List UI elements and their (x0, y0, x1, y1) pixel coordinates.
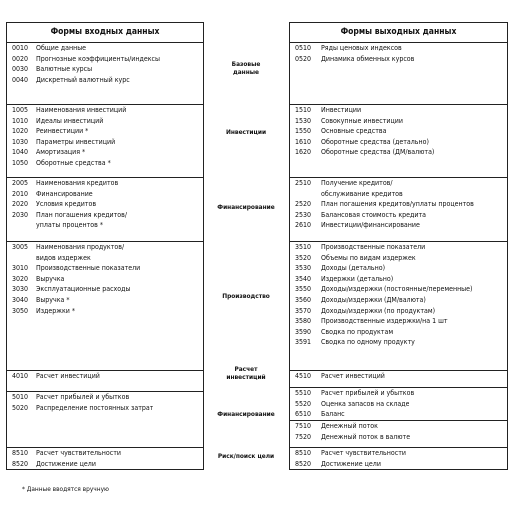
form-code: 8510 (12, 449, 29, 457)
form-row (290, 327, 507, 338)
form-row (290, 409, 507, 420)
form-code: 0510 (295, 44, 312, 52)
form-code: 1620 (295, 148, 312, 157)
form-row (290, 459, 507, 470)
form-row (290, 116, 507, 127)
form-label: Расчет прибылей и убытков (321, 389, 415, 397)
form-label: Выручка (36, 274, 65, 283)
category-label-line: Базовые (231, 60, 261, 68)
left-section (7, 43, 203, 85)
form-row (7, 126, 203, 137)
form-code: 3510 (295, 243, 312, 251)
form-code: 2520 (295, 200, 312, 209)
form-label: Прогнозные коэффициенты/индексы (36, 54, 160, 63)
form-code: 5020 (12, 403, 29, 412)
form-label: Достижение цели (321, 459, 381, 468)
category-label-line: Инвестиции (225, 128, 267, 136)
form-code: 0030 (12, 65, 29, 74)
form-code: 0010 (12, 44, 29, 52)
form-row (290, 126, 507, 137)
form-code: 7510 (295, 422, 312, 430)
form-row (290, 43, 507, 54)
form-code: 2610 (295, 221, 312, 230)
form-label: видов издержек (36, 253, 91, 262)
form-row (7, 199, 203, 210)
form-code (7, 220, 36, 231)
form-label: Доходы/издержки (ДМ/валюта) (321, 295, 426, 304)
form-code: 3050 (12, 306, 29, 315)
form-label: Производственные показатели (36, 264, 141, 273)
category-label-line: Финансирование (217, 203, 275, 211)
form-label: Распределение постоянных затрат (36, 403, 154, 412)
form-code: 2510 (295, 179, 312, 187)
form-row (290, 137, 507, 148)
form-label: Доходы/издержки (по продуктам) (321, 306, 436, 315)
category-label-line: Риск/поиск цели (217, 452, 275, 460)
left-section (7, 241, 203, 316)
form-label: Инвестиции (321, 106, 362, 114)
category-label-line: инвестиций (226, 373, 266, 381)
form-label: Общие данные (36, 44, 87, 52)
form-row (7, 306, 203, 317)
form-code: 1530 (295, 116, 312, 125)
category-label (206, 410, 286, 418)
form-row (7, 158, 203, 169)
form-code: 1510 (295, 106, 312, 114)
form-row (7, 54, 203, 65)
left-section (7, 370, 203, 382)
category-label (206, 365, 286, 381)
form-row (7, 137, 203, 148)
form-code: 0020 (12, 54, 29, 63)
form-row (7, 284, 203, 295)
form-code: 3530 (295, 264, 312, 273)
form-code: 2005 (12, 179, 29, 187)
form-label: Достижение цели (36, 459, 96, 468)
form-row (290, 371, 507, 382)
form-row (290, 242, 507, 253)
form-label: Выручка * (36, 295, 70, 304)
form-row (290, 316, 507, 327)
form-label: Производственные показатели (321, 243, 426, 251)
form-label: Балансовая стоимость кредита (321, 210, 427, 219)
form-code: 4010 (12, 372, 29, 380)
form-row (7, 242, 203, 253)
form-code: 1550 (295, 127, 312, 136)
form-row (290, 263, 507, 274)
form-row (7, 392, 203, 403)
right-section (290, 370, 507, 382)
form-code (290, 189, 321, 200)
form-code: 8520 (295, 459, 312, 468)
form-label: уплаты процентов * (36, 221, 103, 230)
form-label: Сводка по продуктам (321, 327, 394, 336)
right-section (290, 447, 507, 469)
form-code: 3591 (295, 338, 312, 347)
form-row (290, 189, 507, 200)
form-row (7, 75, 203, 86)
form-code: 0040 (12, 75, 29, 84)
form-label: Наименования продуктов/ (36, 243, 125, 251)
form-code: 7520 (295, 432, 312, 441)
form-label: Производственные издержки/на 1 шт (321, 317, 448, 326)
form-code: 1030 (12, 137, 29, 146)
form-label: Расчет прибылей и убытков (36, 393, 130, 401)
form-row (7, 295, 203, 306)
form-row (290, 295, 507, 306)
form-label: Параметры инвестиций (36, 137, 116, 146)
form-code: 3520 (295, 253, 312, 262)
form-label: Совокупные инвестиции (321, 116, 403, 125)
form-row (290, 199, 507, 210)
form-label: Расчет инвестиций (36, 372, 100, 380)
form-code: 5520 (295, 399, 312, 408)
form-code: 5510 (295, 389, 312, 397)
form-row (7, 64, 203, 75)
form-label: Валютные курсы (36, 65, 93, 74)
form-label: Денежный поток (321, 422, 378, 430)
form-row (290, 421, 507, 432)
form-label: Инвестиции/финансирование (321, 221, 420, 230)
category-label (206, 60, 286, 76)
form-row (290, 253, 507, 264)
form-label: Амортизация * (36, 148, 86, 157)
form-label: Наименования кредитов (36, 179, 119, 187)
form-label: Издержки (детально) (321, 274, 394, 283)
form-label: Доходы (детально) (321, 264, 386, 273)
form-row (290, 210, 507, 221)
form-row (7, 403, 203, 414)
left-section (7, 177, 203, 231)
form-row (290, 54, 507, 65)
form-row (290, 274, 507, 285)
form-label: Наименования инвестиций (36, 106, 127, 114)
form-row (7, 448, 203, 459)
form-code: 8510 (295, 449, 312, 457)
form-code: 3560 (295, 295, 312, 304)
form-row (290, 220, 507, 231)
left-section (7, 104, 203, 169)
form-row (290, 448, 507, 459)
form-code: 5010 (12, 393, 29, 401)
category-label-line: Производство (222, 292, 270, 300)
form-row (290, 399, 507, 410)
form-row (7, 147, 203, 158)
form-label: Идеалы инвестиций (36, 116, 104, 125)
form-row (290, 147, 507, 158)
form-code: 1610 (295, 137, 312, 146)
category-label-line: Финансирование (217, 410, 275, 418)
form-code: 2030 (12, 210, 29, 219)
form-code: 1020 (12, 127, 29, 136)
form-label: Получение кредитов/ (321, 179, 393, 187)
form-label: Динамика обменных курсов (321, 54, 415, 63)
form-row (7, 105, 203, 116)
form-code: 3010 (12, 264, 29, 273)
form-label: Эксплуатационные расходы (36, 285, 131, 294)
form-label: Расчет чувствительности (321, 449, 406, 457)
form-code: 2020 (12, 200, 29, 209)
form-code: 3005 (12, 243, 29, 251)
form-label: Расчет чувствительности (36, 449, 121, 457)
form-row (290, 105, 507, 116)
right-section (290, 104, 507, 158)
form-code: 3040 (12, 295, 29, 304)
form-label: Условия кредитов (36, 200, 97, 209)
form-row (290, 306, 507, 317)
form-code: 8520 (12, 459, 29, 468)
form-label: Расчет инвестиций (321, 372, 385, 380)
form-code: 1040 (12, 148, 29, 157)
form-code: 3550 (295, 285, 312, 294)
output-forms-title: Формы выходных данных (290, 23, 507, 43)
form-label: Оценка запасов на складе (321, 399, 410, 408)
form-row (290, 337, 507, 348)
form-label: Оборотные средства (ДМ/валюта) (321, 148, 435, 157)
form-code: 1005 (12, 106, 29, 114)
form-label: Оборотные средства (детально) (321, 137, 429, 146)
form-label: Денежный поток в валюте (321, 432, 411, 441)
form-code: 1010 (12, 116, 29, 125)
form-row (290, 178, 507, 189)
form-row (7, 263, 203, 274)
form-label: Объемы по видам издержек (321, 253, 416, 262)
form-code: 3030 (12, 285, 29, 294)
form-code: 1050 (12, 158, 29, 167)
form-code: 2530 (295, 210, 312, 219)
footnote: * Данные вводятся вручную (22, 485, 109, 493)
form-row (7, 43, 203, 54)
form-code: 6510 (295, 410, 312, 419)
category-label-line: Расчет (234, 365, 258, 373)
form-row (7, 253, 203, 264)
form-label: Основные средства (321, 127, 387, 136)
form-code: 3020 (12, 274, 29, 283)
form-row (7, 220, 203, 231)
form-code: 3570 (295, 306, 312, 315)
category-label (206, 128, 286, 136)
right-section (290, 43, 507, 64)
left-section (7, 391, 203, 413)
form-row (7, 371, 203, 382)
form-label: Реинвестиции * (36, 127, 89, 136)
form-row (7, 210, 203, 221)
left-section (7, 447, 203, 469)
output-forms-panel (289, 22, 508, 470)
form-row (290, 284, 507, 295)
form-label: Финансирование (36, 189, 93, 198)
form-label: Издержки * (36, 306, 76, 315)
form-label: Ряды ценовых индексов (321, 44, 402, 52)
category-label-line: данные (232, 68, 259, 76)
form-label: Баланс (321, 410, 345, 419)
form-code: 3580 (295, 317, 312, 326)
form-row (7, 178, 203, 189)
form-label: Доходы/издержки (постоянные/переменные) (321, 285, 473, 294)
category-label (206, 452, 286, 460)
form-row (290, 388, 507, 399)
form-label: Дискретный валютный курс (36, 75, 130, 84)
right-section (290, 177, 507, 231)
form-code: 3540 (295, 274, 312, 283)
form-label: Оборотные средства * (36, 158, 111, 167)
category-label (206, 292, 286, 300)
form-label: План погашения кредитов/уплаты процентов (321, 200, 474, 209)
form-code (7, 253, 36, 264)
input-forms-title: Формы входных данных (7, 23, 203, 43)
form-code: 3590 (295, 327, 312, 336)
form-label: План погашения кредитов/ (36, 210, 127, 219)
right-section (290, 387, 507, 420)
form-row (7, 459, 203, 470)
form-row (290, 432, 507, 443)
category-label (206, 203, 286, 211)
form-row (7, 189, 203, 200)
right-section (290, 420, 507, 442)
form-code: 0520 (295, 54, 312, 63)
form-row (7, 116, 203, 127)
form-label: обслуживание кредитов (321, 189, 403, 198)
input-forms-panel (6, 22, 204, 470)
form-row (7, 274, 203, 285)
form-label: Сводка по одному продукту (321, 338, 415, 347)
form-code: 2010 (12, 189, 29, 198)
right-section (290, 241, 507, 348)
form-code: 4510 (295, 372, 312, 380)
